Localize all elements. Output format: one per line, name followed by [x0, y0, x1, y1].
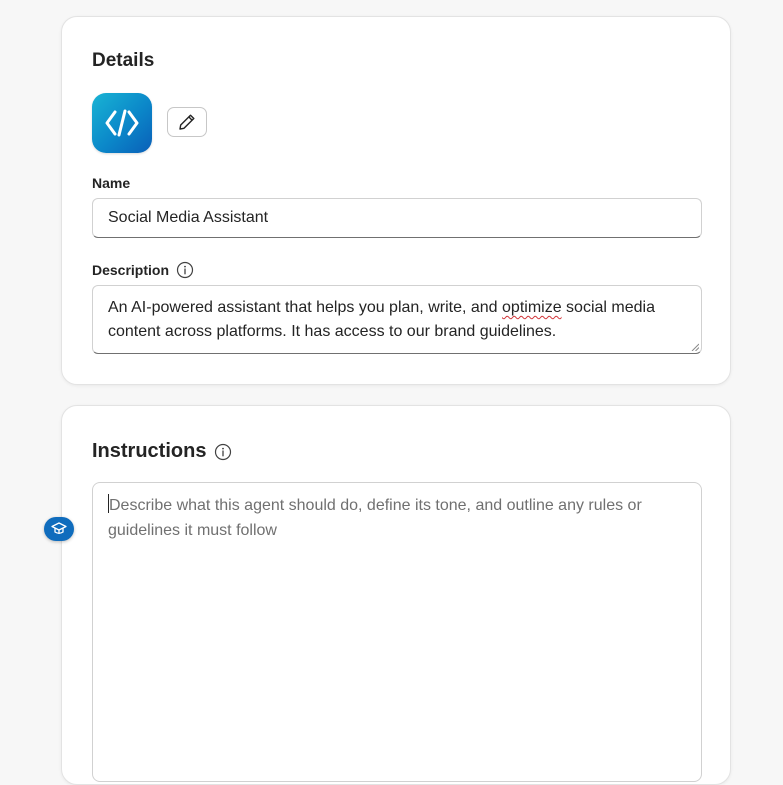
code-brackets-icon	[92, 93, 152, 153]
misspelled-word: optimize	[502, 299, 562, 316]
name-input[interactable]	[92, 198, 702, 238]
instructions-title: Instructions	[92, 440, 207, 462]
pencil-icon	[177, 112, 197, 132]
name-label: Name	[92, 175, 131, 191]
instructions-textarea[interactable]	[92, 482, 702, 782]
instructions-card	[61, 405, 731, 785]
graduation-cap-icon[interactable]	[44, 517, 74, 541]
details-card	[61, 16, 731, 385]
description-textarea[interactable]	[92, 285, 702, 354]
name-value: Social Media Assistant	[108, 209, 269, 226]
edit-icon-button[interactable]	[167, 107, 207, 137]
info-icon[interactable]	[176, 261, 194, 279]
details-title: Details	[92, 50, 155, 71]
info-icon[interactable]	[214, 443, 232, 461]
description-text-end: social media content across platforms. It has access to our brand guidelines.	[108, 299, 655, 340]
description-text-start: An AI-powered assistant that helps you plan, write, and	[108, 299, 503, 316]
description-label: Description	[92, 262, 170, 278]
resize-grip-icon[interactable]	[691, 343, 699, 351]
instructions-placeholder: Describe what this agent should do, define its tone, and outline any rules or guidelines it must follow	[108, 497, 642, 539]
